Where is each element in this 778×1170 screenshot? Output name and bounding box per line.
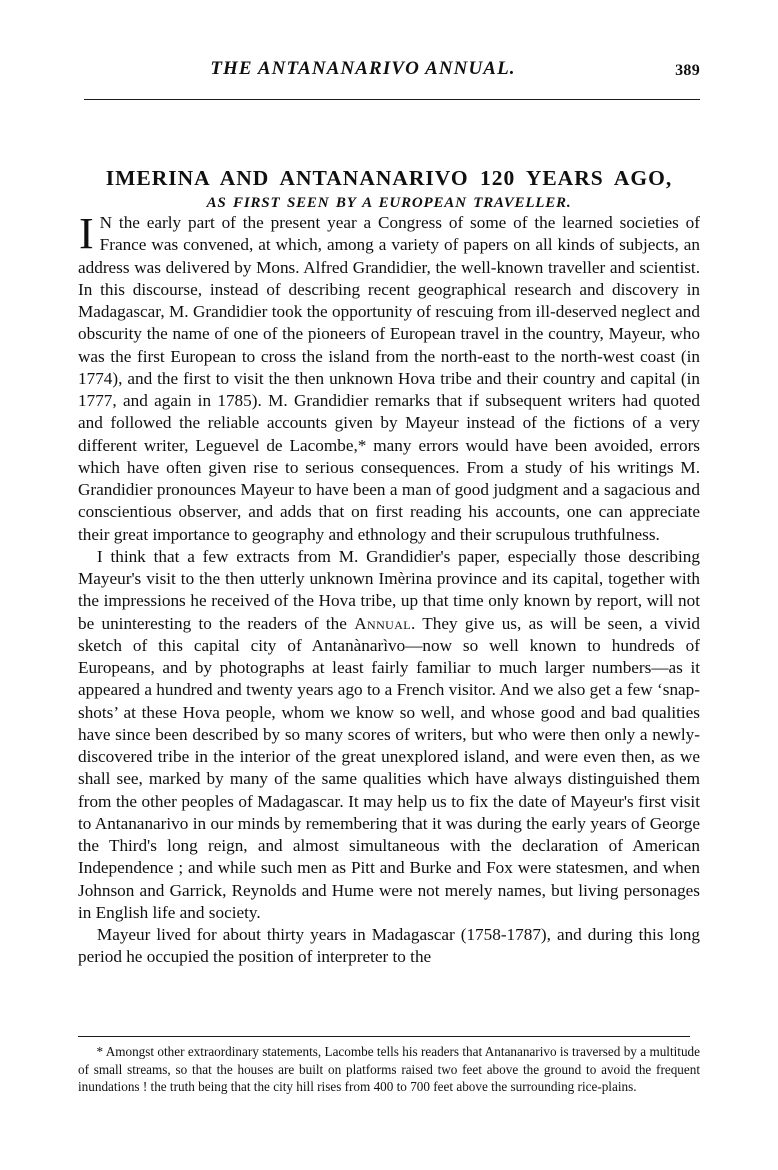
paragraph-1 <box>78 209 700 546</box>
running-title: THE ANTANANARIVO ANNUAL. <box>210 58 516 79</box>
footnote-text: Amongst other extraordinary statements, Lacombe tells his readers that Antananarivo is traversed by a multitude of small streams, so that the houses are built on platforms raised two feet above the ground to avoid the frequent inundations ! the truth being that the city hill rises from 400 to 700 feet above the surrounding rice-plains. <box>78 1044 700 1095</box>
footnote-marker: * <box>96 1044 104 1059</box>
paragraph-2 <box>78 546 700 924</box>
footnote-divider-rule <box>78 1036 690 1037</box>
page-number: 389 <box>675 62 700 79</box>
annual-smallcaps: Annual <box>354 613 411 633</box>
paragraph-1-text: N the early part of the present year a Congress of some of the learned societies of France was convened, at which, among a variety of papers on all kinds of subjects, an address was delivered by Mons. Alfred Grandidier, the well-known traveller and scientist. In this discourse, instead of describing recent geographical research and discovery in Madagascar, M. Grandidier took the opportunity of rescuing from ill-deserved neglect and obscurity the name of one of the pioneers of European travel in the country, Mayeur, who was the first European to cross the island from the north-east to the north-west coast (in 1774), and the first to visit the then unknown Hova tribe and their country and capital (in 1777, and again in 1785). M. Grandidier remarks that if subsequent writers had quoted and followed the reliable accounts given by Mayeur instead of the fictions of a very different writer, Leguevel de Lacombe,* many errors would have been avoided, errors which have often given rise to serious consequences. From a study of his writings M. Grandidier pronounces Mayeur to have been a man of good judgment and a sagacious and conscientious observer, and adds that on first reading his accounts, one can appreciate their great importance to geography and ethnology and their scrupulous truthfulness. <box>78 213 700 544</box>
paragraph-3-text: Mayeur lived for about thirty years in Madagascar (1758-1787), and during this long period he occupied the position of interpreter to the <box>78 925 700 967</box>
article-subtitle: AS FIRST SEEN BY A EUROPEAN TRAVELLER. <box>206 195 572 212</box>
drop-cap-initial: I <box>79 209 94 258</box>
paragraph-2-text: I think that a few extracts from M. Grandidier's paper, especially those describing Mayeur's visit to the then utterly unknown Imèrina province and its capital, together with the impressions he received of the Hova tribe, up that time only known by report, will not be uninteresting to the readers of the Annual. They give us, as will be seen, a vivid sketch of this capital city of Antanànarìvo—now so well known to hundreds of Europeans, and by photographs at least fairly familiar to much larger numbers—as it appeared a hundred and twenty years ago to a French visitor. And we also get a few ‘snap-shots’ at these Hova people, whom we know so well, and whose good and bad qualities have since been described by so many scores of writers, but who were then only a newly-discovered tribe in the interior of the great unexplored island, and were even then, as we shall see, marked by many of the same qualities which have always distinguished them from the other peoples of Madagascar. It may help us to fix the date of Mayeur's first visit to Antananarivo in our minds by remembering that it was during the early years of George the Third's long reign, and almost simultaneous with the declaration of American Independence ; and while such men as Pitt and Burke and Fox were statesmen, and when Johnson and Garrick, Reynolds and Hume were not merely names, but living personages in English life and society. <box>78 546 701 922</box>
article-body <box>78 209 701 969</box>
article-title: IMERINA AND ANTANANARIVO 120 YEARS AGO, <box>105 166 673 191</box>
header-divider-rule <box>84 99 700 100</box>
running-head <box>78 58 700 84</box>
paragraph-3 <box>78 924 700 969</box>
footnote <box>78 1043 700 1096</box>
